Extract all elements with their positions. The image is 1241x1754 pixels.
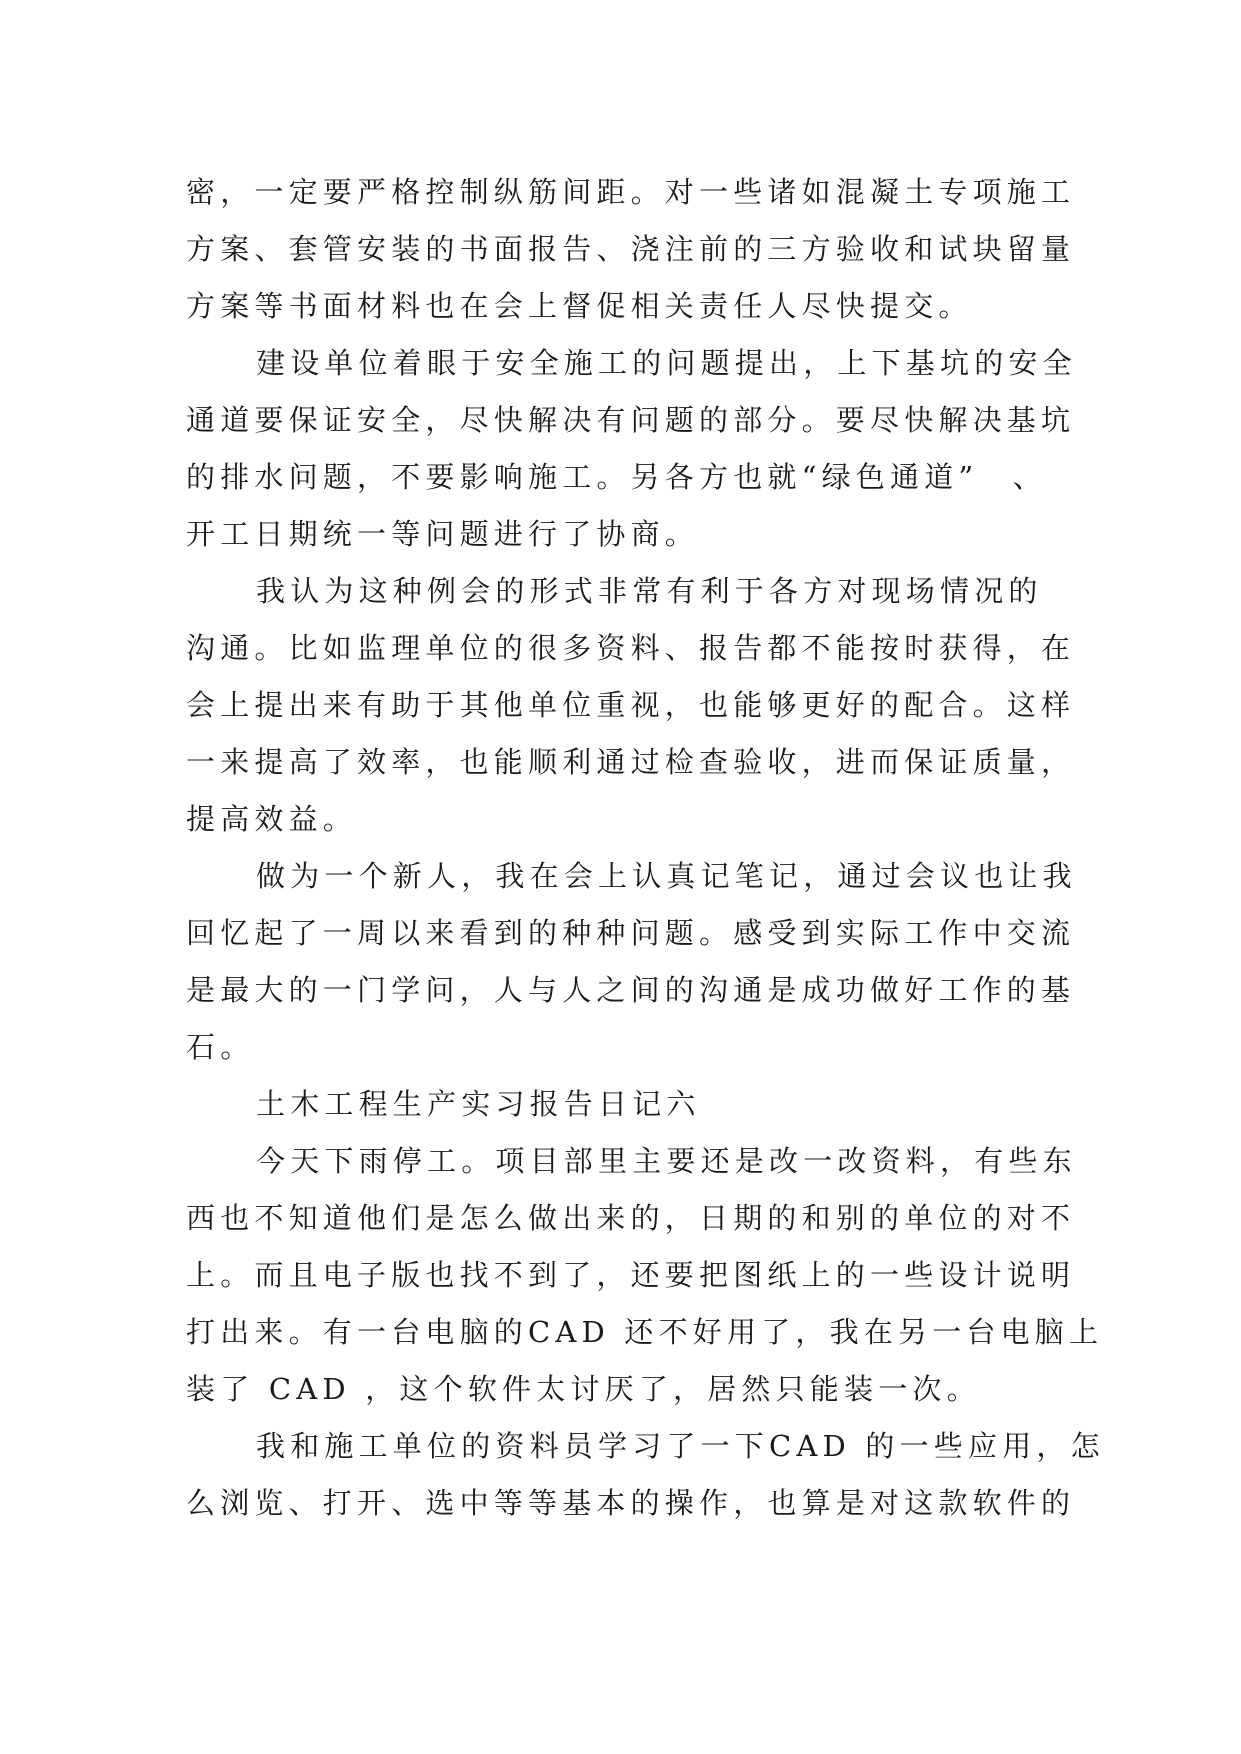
paragraph-first-line: 做为一个新人，我在会上认真记笔记，通过会议也让我 <box>256 859 1077 893</box>
text-line: 会上提出来有助于其他单位重视，也能够更好的配合。这样 <box>186 688 1076 722</box>
paragraph-first-line: 我和施工单位的资料员学习了一下CAD 的一些应用，怎 <box>256 1429 1105 1463</box>
text-line: 方案、套管安装的书面报告、浇注前的三方验收和试块留量 <box>186 232 1076 266</box>
text-line: 开工日期统一等问题进行了协商。 <box>186 517 700 551</box>
text-line: 上。而且电子版也找不到了，还要把图纸上的一些设计说明 <box>186 1258 1076 1292</box>
text-line: 打出来。有一台电脑的CAD 还不好用了，我在另一台电脑上 <box>186 1315 1104 1349</box>
text-line: 方案等书面材料也在会上督促相关责任人尽快提交。 <box>186 289 973 323</box>
text-line: 一来提高了效率，也能顺利通过检查验收，进而保证质量， <box>186 745 1076 779</box>
text-line: 西也不知道他们是怎么做出来的，日期的和别的单位的对不 <box>186 1201 1076 1235</box>
text-line: 沟通。比如监理单位的很多资料、报告都不能按时获得，在 <box>186 631 1076 665</box>
text-line: 回忆起了一周以来看到的种种问题。感受到实际工作中交流 <box>186 916 1076 950</box>
section-heading: 土木工程生产实习报告日记六 <box>256 1087 701 1121</box>
text-line: 是最大的一门学问，人与人之间的沟通是成功做好工作的基 <box>186 973 1076 1007</box>
paragraph-first-line: 建设单位着眼于安全施工的问题提出，上下基坑的安全 <box>256 346 1077 380</box>
text-line: 提高效益。 <box>186 802 358 836</box>
paragraph-first-line: 我认为这种例会的形式非常有利于各方对现场情况的 <box>256 574 1043 608</box>
text-line: 密，一定要严格控制纵筋间距。对一些诸如混凝土专项施工 <box>186 175 1076 209</box>
text-line: 石。 <box>186 1030 255 1064</box>
text-line: 装了 CAD ，这个软件太讨厌了，居然只能装一次。 <box>186 1372 981 1406</box>
text-line: 的排水问题，不要影响施工。另各方也就“绿色通道” 、 <box>186 460 1047 494</box>
text-line: 么浏览、打开、选中等等基本的操作，也算是对这款软件的 <box>186 1486 1076 1520</box>
paragraph-first-line: 今天下雨停工。项目部里主要还是改一改资料，有些东 <box>256 1144 1077 1178</box>
text-line: 通道要保证安全，尽快解决有问题的部分。要尽快解决基坑 <box>186 403 1076 437</box>
